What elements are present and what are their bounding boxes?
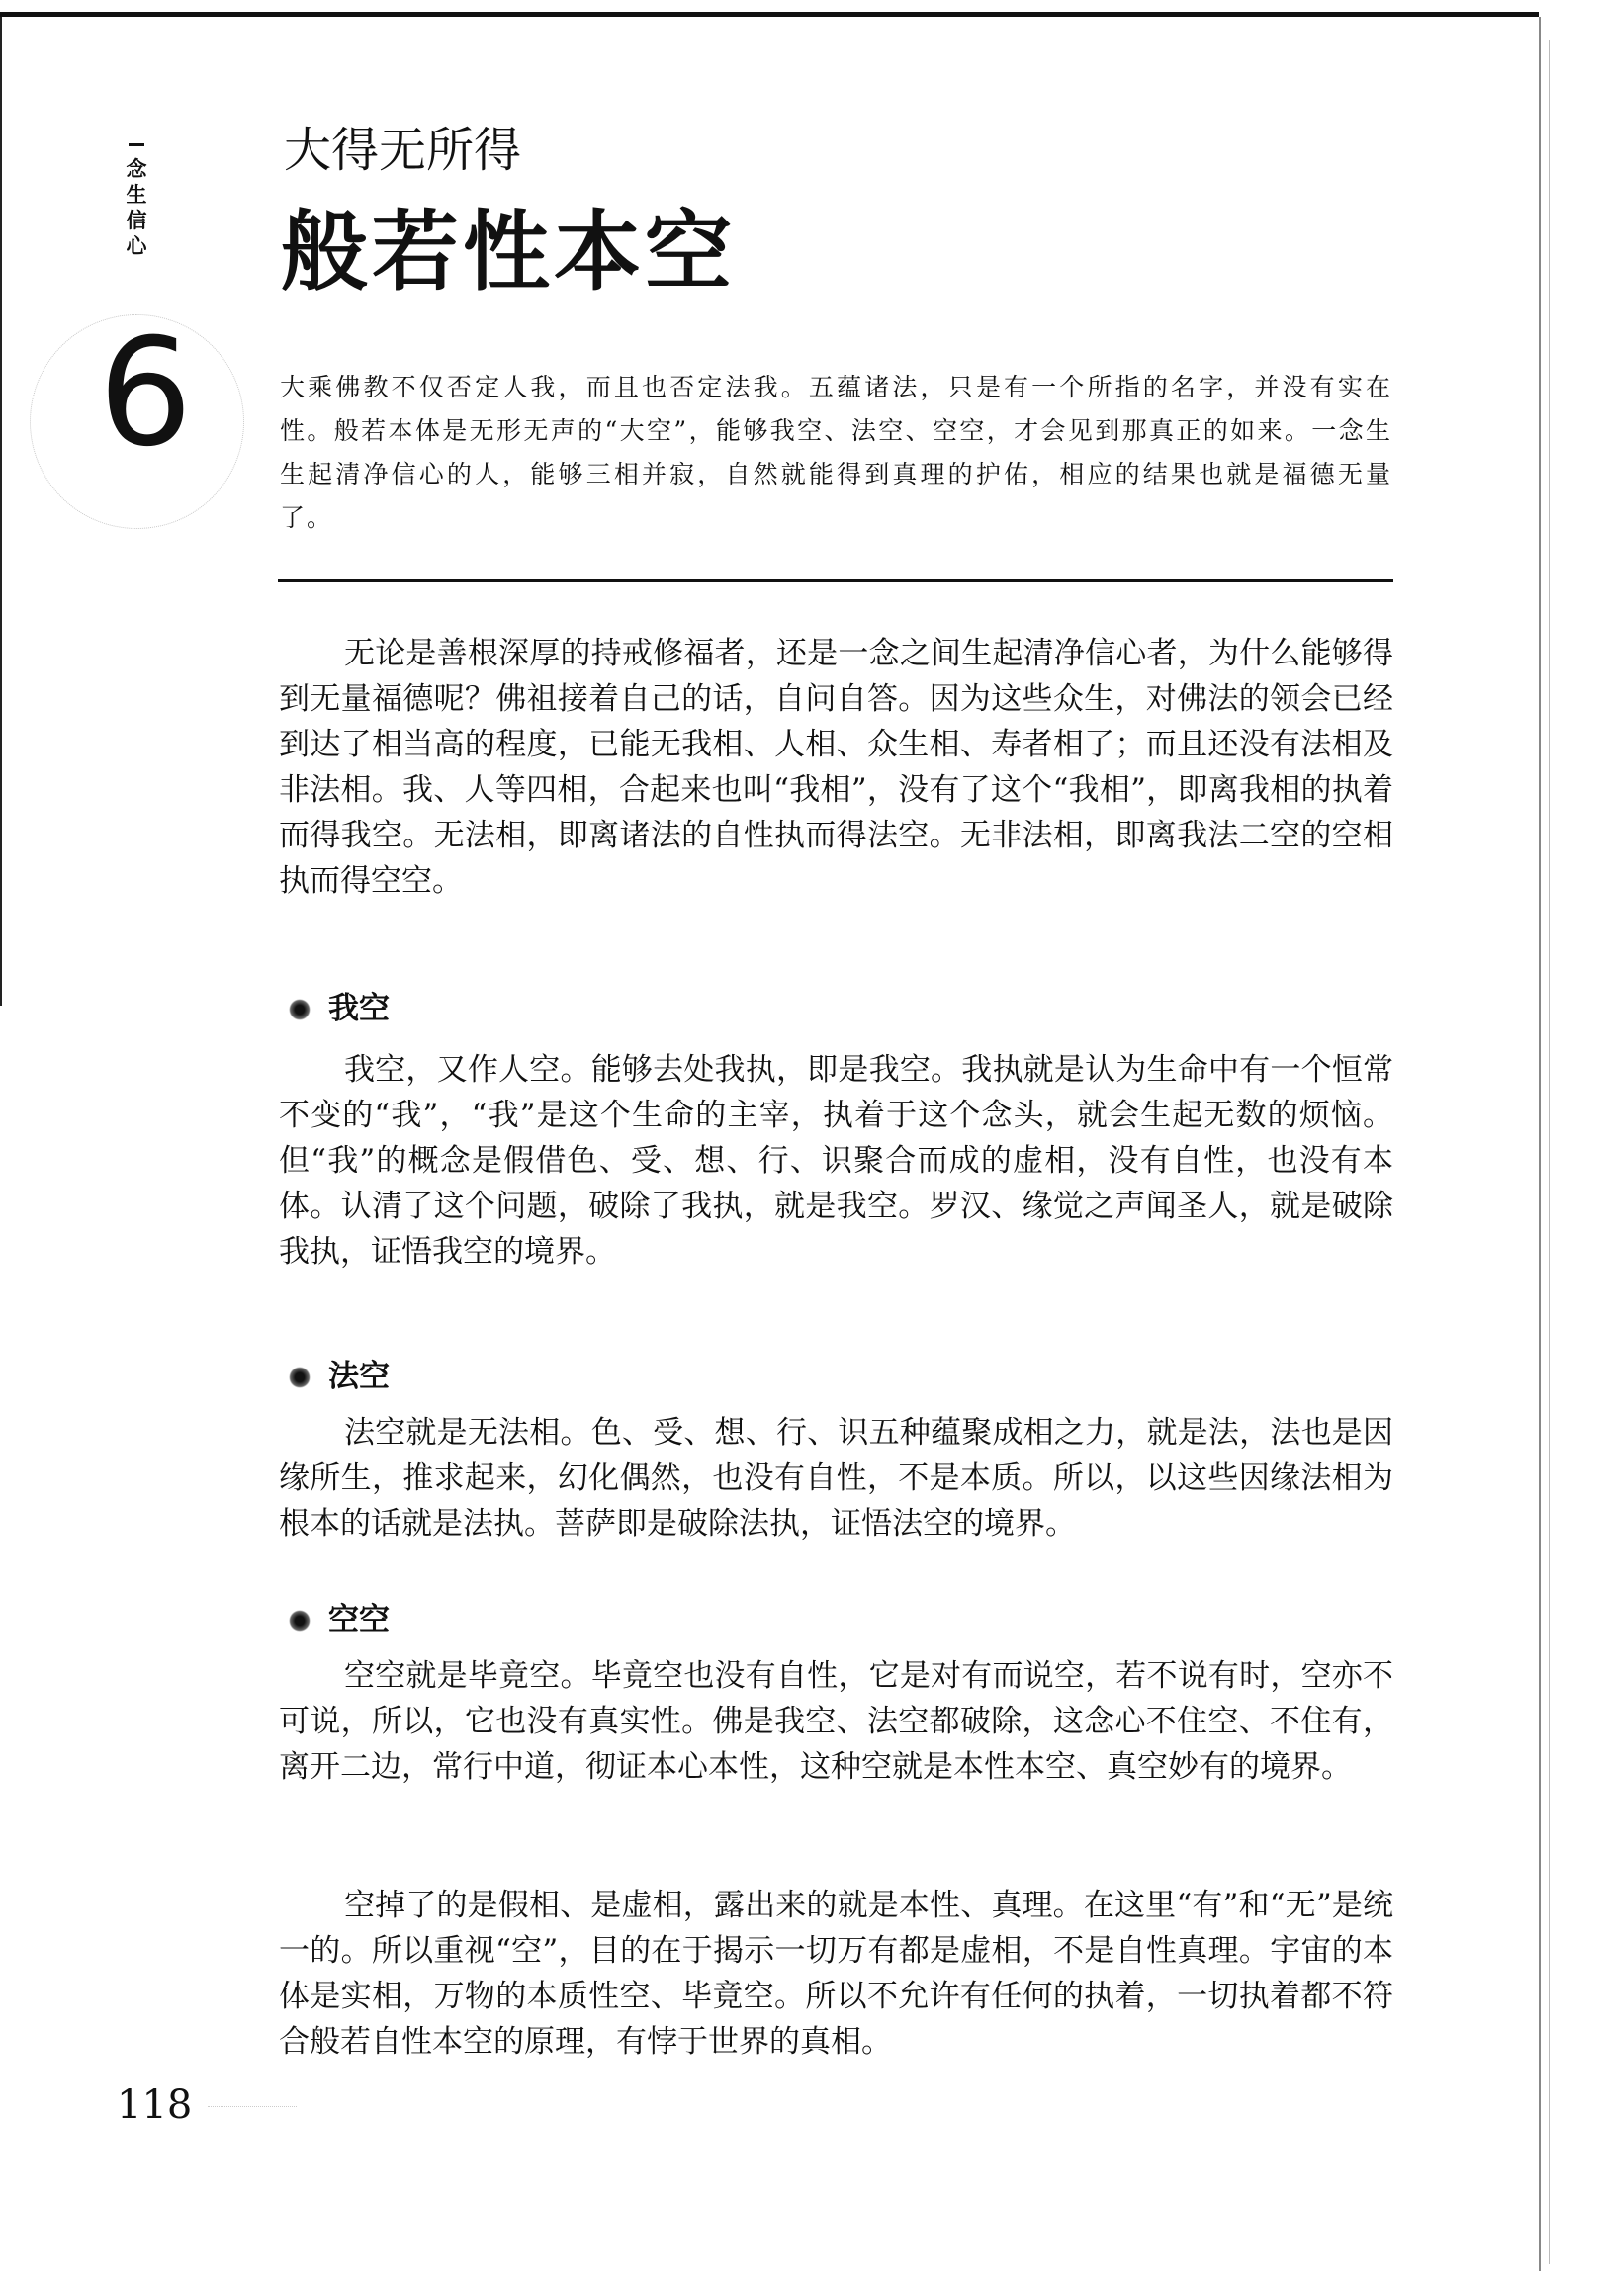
running-section-label xyxy=(125,143,148,259)
flower-bullet-icon xyxy=(289,1367,311,1388)
body-paragraph-3: 法空就是无法相。色、受、想、行、识五种蕴聚成相之力，就是法，法也是因缘所生，推求起来，幻化偶然，也没有自性，不是本质。所以，以这些因缘法相为根本的话就是法执。菩萨即是破除法执，证悟法空的境界。 xyxy=(279,1415,1393,1542)
intro-divider xyxy=(278,579,1393,582)
right-page-edge-shadow xyxy=(1549,40,1550,2264)
chapter-intro: 大乘佛教不仅否定人我，而且也否定法我。五蕴诸法，只是有一个所指的名字，并没有实在性。般若本体是无形无声的“大空”，能够我空、法空、空空，才会见到那真正的如来。一念生生起清净信心的人，能够三相并寂，自然就能得到真理的护佑，相应的结果也就是福德无量了。 xyxy=(280,373,1392,532)
side-label-char: 信 xyxy=(126,209,147,232)
side-label-char: 生 xyxy=(126,183,147,207)
section-heading-wo-kong xyxy=(289,989,390,1028)
section-heading-text: 空空 xyxy=(328,1602,390,1637)
body-paragraph-2: 我空，又作人空。能够去处我执，即是我空。我执就是认为生命中有一个恒常不变的“我”，“我”是这个生命的主宰，执着于这个念头，就会生起无数的烦恼。但“我”的概念是假借色、受、想、行、识聚合而成的虚相，没有自性，也没有本体。认清了这个问题，破除了我执，就是我空。罗汉、缘觉之声闻圣人，就是破除我执，证悟我空的境界。 xyxy=(279,1052,1393,1270)
side-label-char: 念 xyxy=(126,157,147,181)
footer-dotted-line xyxy=(208,2106,297,2107)
top-rule xyxy=(0,12,1539,17)
flower-bullet-icon xyxy=(289,999,311,1020)
body-paragraph-4: 空空就是毕竟空。毕竟空也没有自性，它是对有而说空，若不说有时，空亦不可说，所以，它也没有真实性。佛是我空、法空都破除，这念心不住空、不住有，离开二边，常行中道，彻证本心本性，这种空就是本性本空、真空妙有的境界。 xyxy=(279,1658,1393,1785)
section-heading-text: 我空 xyxy=(328,991,390,1026)
body-paragraph-5: 空掉了的是假相、是虚相，露出来的就是本性、真理。在这里“有”和“无”是统一的。所以重视“空”，目的在于揭示一切万有都是虚相，不是自性真理。宇宙的本体是实相，万物的本质性空、毕竟空。所以不允许有任何的执着，一切执着都不符合般若自性本空的原理，有悖于世界的真相。 xyxy=(279,1888,1393,2060)
chapter-title: 般若性本空 xyxy=(281,201,737,303)
right-page-edge xyxy=(1539,17,1541,2271)
side-label-char: 心 xyxy=(126,234,147,258)
left-page-edge xyxy=(0,17,2,1006)
section-heading-text: 法空 xyxy=(328,1359,390,1394)
body-paragraph-1: 无论是善根深厚的持戒修福者，还是一念之间生起清净信心者，为什么能够得到无量福德呢？佛祖接着自己的话，自问自答。因为这些众生，对佛法的领会已经到达了相当高的程度，已能无我相、人相、众生相、寿者相了；而且还没有法相及非法相。我、人等四相，合起来也叫“我相”，没有了这个“我相”，即离我相的执着而得我空。无法相，即离诸法的自性执而得法空。无非法相，即离我法二空的空相执而得空空。 xyxy=(279,636,1393,899)
side-label-dash xyxy=(129,143,144,146)
section-heading-kong-kong xyxy=(289,1600,390,1639)
section-heading-fa-kong xyxy=(289,1357,390,1396)
chapter-subtitle: 大得无所得 xyxy=(284,123,522,178)
flower-bullet-icon xyxy=(289,1610,311,1632)
page-number: 118 xyxy=(117,2082,193,2128)
chapter-number: 6 xyxy=(98,308,193,480)
